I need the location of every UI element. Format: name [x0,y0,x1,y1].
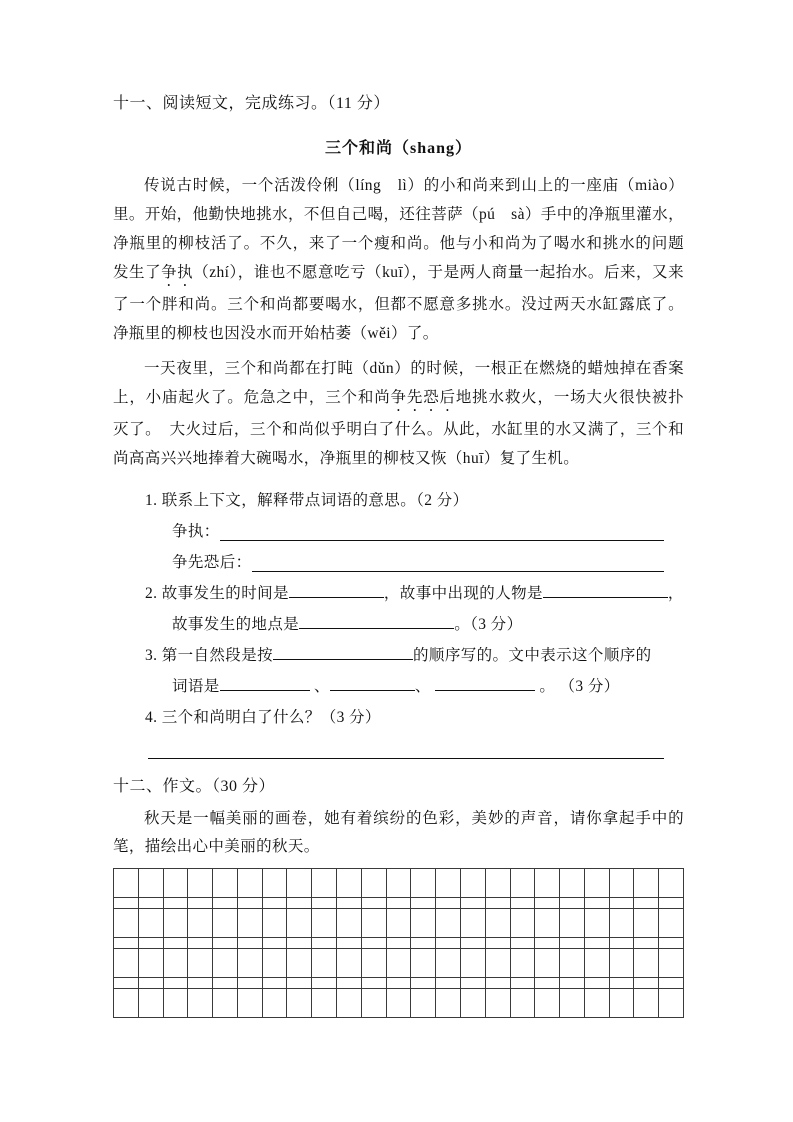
grid-cell [486,869,511,898]
grid-cell [486,909,511,938]
question-1-term-row [113,547,664,578]
story-title: 三个和尚（shang） [324,140,473,157]
answer-blank [252,547,664,572]
grid-cell [461,978,486,989]
grid-cell [164,938,189,949]
grid-row [114,949,684,978]
grid-cell [188,909,213,938]
inline-answer-blank [220,676,310,692]
section-11-heading: 十一、阅读短文，完成练习。（11 分） [113,95,390,112]
grid-cell [461,869,486,898]
question-4-answer-line [148,733,664,759]
grid-cell [337,949,362,978]
grid-cell [114,898,139,909]
grid-cell [585,909,610,938]
composition-grid [113,868,684,1018]
grid-row [114,909,684,938]
grid-cell [287,949,312,978]
paragraph-text-segment: 一天夜里，三个和尚都在打盹（dǔn）的时候，一根正在燃烧的蜡烛掉在香案上，小庙起火了。危急之中，三个和尚 [113,360,684,406]
grid-cell [139,938,164,949]
grid-cell [263,938,288,949]
grid-cell [634,869,659,898]
grid-cell [659,909,684,938]
grid-cell [461,909,486,938]
grid-cell [659,989,684,1018]
grid-cell [114,909,139,938]
grid-cell [634,949,659,978]
grid-cell [164,909,189,938]
grid-cell [337,869,362,898]
grid-cell [535,938,560,949]
grid-row [114,898,684,909]
grid-cell [535,949,560,978]
grid-cell [411,898,436,909]
grid-cell [238,869,263,898]
grid-cell [411,869,436,898]
grid-cell [610,909,635,938]
question-text-segment: 3. 第一自然段是按 [145,647,274,664]
grid-cell [337,938,362,949]
grid-cell [659,938,684,949]
page-content [113,93,684,1018]
paragraph-text-segment: （zhí），谁也不愿意吃亏（kuī），于是两人商量一起抬水。后来，又来了一个胖和尚。三个和尚都要喝水，但都不愿意多挑水。没过两天水缸露底了。净瓶里的柳枝也因没水而开始枯萎（wěi）了。 [113,264,684,342]
grid-cell [560,909,585,938]
grid-cell [139,898,164,909]
grid-cell [312,909,337,938]
grid-cell [585,978,610,989]
grid-cell [263,989,288,1018]
paragraph-text-segment: 传说古时候，一个活泼伶俐（líng lì）的小和尚来到山上的一座庙（miào）里。开始，他勤快地挑水，不但自己喝，还往菩萨（pú sà）手中的净瓶里灌水，净瓶里的柳枝活了。不久，来了一个瘦和尚。他与小和尚为了喝水和挑水的问题发生了 [113,177,684,281]
grid-cell [362,898,387,909]
grid-row [114,869,684,898]
grid-cell [213,898,238,909]
grid-cell [436,909,461,938]
grid-row [114,978,684,989]
grid-cell [188,949,213,978]
grid-cell [585,869,610,898]
grid-cell [362,949,387,978]
grid-cell [362,869,387,898]
grid-cell [486,898,511,909]
grid-cell [362,938,387,949]
grid-cell [287,869,312,898]
question-text-segment: 。 （3 分） [535,678,620,695]
grid-cell [387,909,412,938]
grid-cell [634,978,659,989]
grid-cell [461,938,486,949]
grid-cell [139,949,164,978]
grid-cell [585,989,610,1018]
question-text-segment: 2. 故事发生的时间是 [145,585,289,602]
inline-answer-blank [435,676,535,692]
grid-cell [511,898,536,909]
grid-cell [610,989,635,1018]
inline-answer-blank [273,645,413,661]
grid-cell [610,949,635,978]
grid-cell [287,989,312,1018]
term-label: 争先恐后： [172,554,252,571]
question-text-segment: 故事发生的地点是 [172,616,300,633]
grid-cell [486,978,511,989]
grid-cell [387,938,412,949]
grid-cell [337,978,362,989]
grid-cell [535,989,560,1018]
grid-cell [560,898,585,909]
grid-cell [387,949,412,978]
grid-cell [585,898,610,909]
question-1-term-row [113,516,664,547]
grid-cell [337,898,362,909]
grid-cell [436,938,461,949]
question-1-line: 1. 联系上下文，解释带点词语的意思。（2 分） [145,492,469,509]
grid-cell [486,989,511,1018]
emphasized-word-zhengxiankonghou: 争先恐后 [390,389,456,406]
grid-cell [659,978,684,989]
grid-cell [114,978,139,989]
grid-cell [436,869,461,898]
grid-cell [188,978,213,989]
paragraph-text-segment: 地挑水救火，一场大火很快被扑灭了。 大火过后，三个和尚似乎明白了什么。从此，水缸里的水又满了，三个和尚高高兴兴地捧着大碗喝水，净瓶里的柳枝又恢（huī）复了生机。 [113,389,684,467]
grid-cell [560,978,585,989]
grid-cell [436,898,461,909]
grid-cell [213,978,238,989]
grid-cell [486,938,511,949]
grid-cell [188,938,213,949]
grid-cell [213,949,238,978]
question-4-line: 4. 三个和尚明白了什么？（3 分） [145,709,381,726]
grid-cell [511,978,536,989]
grid-cell [188,898,213,909]
grid-cell [362,989,387,1018]
grid-cell [659,869,684,898]
grid-cell [238,909,263,938]
grid-cell [238,978,263,989]
grid-cell [436,989,461,1018]
grid-cell [511,989,536,1018]
grid-cell [312,978,337,989]
grid-cell [337,989,362,1018]
grid-cell [387,989,412,1018]
grid-cell [263,909,288,938]
grid-cell [610,898,635,909]
grid-cell [287,909,312,938]
grid-cell [535,898,560,909]
grid-cell [436,978,461,989]
grid-cell [263,898,288,909]
grid-cell [139,909,164,938]
grid-cell [238,938,263,949]
question-3 [113,640,684,702]
grid-cell [560,938,585,949]
grid-cell [634,909,659,938]
question-text-segment: ， [667,585,684,602]
grid-cell [610,869,635,898]
story-paragraph-2 [113,354,684,473]
grid-cell [312,869,337,898]
question-text-segment: 。（3 分） [454,616,523,633]
grid-cell [213,909,238,938]
grid-cell [511,938,536,949]
grid-cell [114,989,139,1018]
grid-cell [287,978,312,989]
grid-cell [213,869,238,898]
grid-cell [511,909,536,938]
grid-cell [312,949,337,978]
grid-cell [263,978,288,989]
grid-cell [287,938,312,949]
grid-cell [164,949,189,978]
grid-cell [411,978,436,989]
grid-cell [139,978,164,989]
grid-cell [114,949,139,978]
grid-cell [461,898,486,909]
grid-row [114,938,684,949]
grid-cell [436,949,461,978]
grid-cell [139,989,164,1018]
grid-cell [238,949,263,978]
question-text-segment: 、 [309,678,330,695]
grid-cell [362,978,387,989]
grid-cell [560,989,585,1018]
question-1 [113,485,684,578]
question-text-segment: 、 [414,678,436,695]
grid-cell [387,978,412,989]
grid-cell [411,989,436,1018]
question-text-segment: 的顺序写的。文中表示这个顺序的 [413,647,652,664]
grid-cell [511,949,536,978]
inline-answer-blank [330,676,415,692]
grid-cell [188,869,213,898]
grid-cell [585,938,610,949]
grid-cell [263,949,288,978]
grid-cell [411,949,436,978]
grid-cell [114,938,139,949]
grid-cell [312,898,337,909]
grid-cell [164,989,189,1018]
grid-cell [164,978,189,989]
grid-cell [461,989,486,1018]
grid-cell [486,949,511,978]
grid-cell [634,938,659,949]
grid-cell [387,898,412,909]
inline-answer-blank [299,614,454,630]
grid-cell [287,898,312,909]
question-text-segment: ，故事中出现的人物是 [383,585,543,602]
grid-cell [535,909,560,938]
composition-prompt: 秋天是一幅美丽的画卷，她有着缤纷的色彩，美妙的声音，请你拿起手中的笔，描绘出心中美丽的秋天。 [113,810,684,855]
grid-cell [585,949,610,978]
emphasized-word-zhengzhi: 争执 [161,264,194,281]
grid-cell [610,938,635,949]
grid-cell [411,938,436,949]
grid-cell [387,869,412,898]
grid-cell [312,989,337,1018]
grid-cell [164,898,189,909]
grid-cell [188,989,213,1018]
answer-blank [220,516,664,541]
grid-cell [659,949,684,978]
grid-cell [560,869,585,898]
grid-cell [238,989,263,1018]
grid-cell [164,869,189,898]
grid-cell [535,978,560,989]
term-label: 争执： [172,523,220,540]
grid-cell [634,989,659,1018]
grid-cell [461,949,486,978]
story-paragraph-1 [113,171,684,348]
grid-cell [535,869,560,898]
section-12-heading: 十二、作文。（30 分） [113,778,276,795]
grid-cell [337,909,362,938]
inline-answer-blank [543,583,668,599]
grid-cell [411,909,436,938]
grid-cell [610,978,635,989]
grid-cell [560,949,585,978]
inline-answer-blank [289,583,384,599]
question-2 [113,578,684,640]
grid-cell [238,898,263,909]
grid-cell [362,909,387,938]
grid-cell [213,938,238,949]
grid-cell [213,989,238,1018]
grid-cell [634,898,659,909]
grid-cell [511,869,536,898]
grid-cell [139,869,164,898]
questions-block [113,485,684,759]
question-4 [113,702,684,759]
grid-cell [263,869,288,898]
question-text-segment: 词语是 [172,678,220,695]
grid-cell [659,898,684,909]
grid-row [114,989,684,1018]
grid-cell [312,938,337,949]
grid-cell [114,869,139,898]
